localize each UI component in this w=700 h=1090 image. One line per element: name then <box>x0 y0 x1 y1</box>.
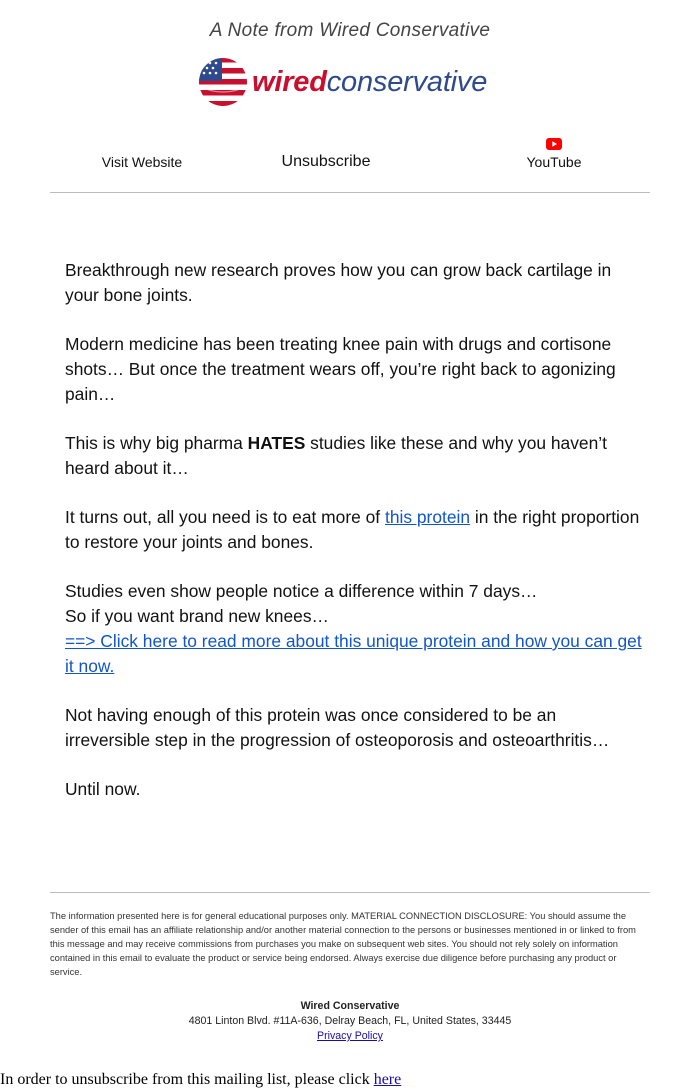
disclaimer-text: The information presented here is for general educational purposes only. MATERIAL CONNECTION DISCLOSURE: You should assume the sender of this email has an affiliate relationship and/or another material connection to the persons or businesses mentioned in or linked to from this message and may receive commissions from purchases you make on subsequent web sites. You should not rely solely on information contained in this email to evaluate the product or service being endorsed. Always exercise due diligence before purchasing any product or service. <box>50 911 636 977</box>
sender-address-block <box>0 999 700 1044</box>
this-protein-link[interactable]: this protein <box>384 507 471 527</box>
paragraph-5 <box>65 579 645 679</box>
paragraph-5-line-2: So if you want brand new knees… <box>65 606 329 626</box>
youtube-label: YouTube <box>526 154 582 170</box>
paragraph-7: Until now. <box>65 779 141 799</box>
footer-divider <box>50 892 650 893</box>
paragraph-4-post: in the right proportion to restore your joints and bones. <box>65 507 640 552</box>
paragraph-4 <box>65 505 645 555</box>
logo-wordmark <box>252 65 488 98</box>
youtube-play-icon <box>546 138 562 150</box>
email-body <box>65 258 645 826</box>
privacy-policy-link[interactable]: Privacy Policy <box>317 1030 383 1042</box>
unsubscribe-here-link[interactable]: here <box>373 1071 402 1088</box>
paragraph-4-pre: It turns out, all you need is to eat more of <box>65 507 385 527</box>
hates-emphasis: HATES <box>247 433 306 453</box>
paragraph-3 <box>65 431 645 481</box>
paragraph-1: Breakthrough new research proves how you can grow back cartilage in your bone joints. <box>65 260 612 305</box>
unsubscribe-notice <box>0 1071 401 1089</box>
paragraph-6: Not having enough of this protein was once considered to be an irreversible step in the progression of osteoporosis and osteoarthritis… <box>65 705 610 750</box>
logo-word-conservative: conservative <box>326 65 488 98</box>
header-note: A Note from Wired Conservative <box>209 20 491 41</box>
logo-word-wired: wired <box>252 65 327 98</box>
postal-address: 4801 Linton Blvd. #11A-636, Delray Beach, FL, United States, 33445 <box>188 1015 512 1027</box>
paragraph-5-line-1: Studies even show people notice a difference within 7 days… <box>65 581 538 601</box>
us-flag-globe-icon <box>198 57 248 107</box>
paragraph-3-post: studies like these and why you haven’t heard about it… <box>65 433 607 478</box>
click-here-protein-link[interactable]: ==> Click here to read more about this unique protein and how you can get it now. <box>65 631 642 676</box>
brand-logo[interactable] <box>198 56 498 108</box>
youtube-link[interactable] <box>510 138 598 170</box>
top-nav <box>50 130 650 193</box>
org-name: Wired Conservative <box>300 1000 400 1012</box>
paragraph-2: Modern medicine has been treating knee pain with drugs and cortisone shots… But once the treatment wears off, you’re right back to agonizing pain… <box>65 334 616 404</box>
paragraph-3-pre: This is why big pharma <box>65 433 248 453</box>
unsubscribe-link[interactable]: Unsubscribe <box>281 153 371 170</box>
unsubscribe-notice-text: In order to unsubscribe from this mailing list, please click <box>0 1071 374 1088</box>
visit-website-link[interactable]: Visit Website <box>101 154 183 170</box>
